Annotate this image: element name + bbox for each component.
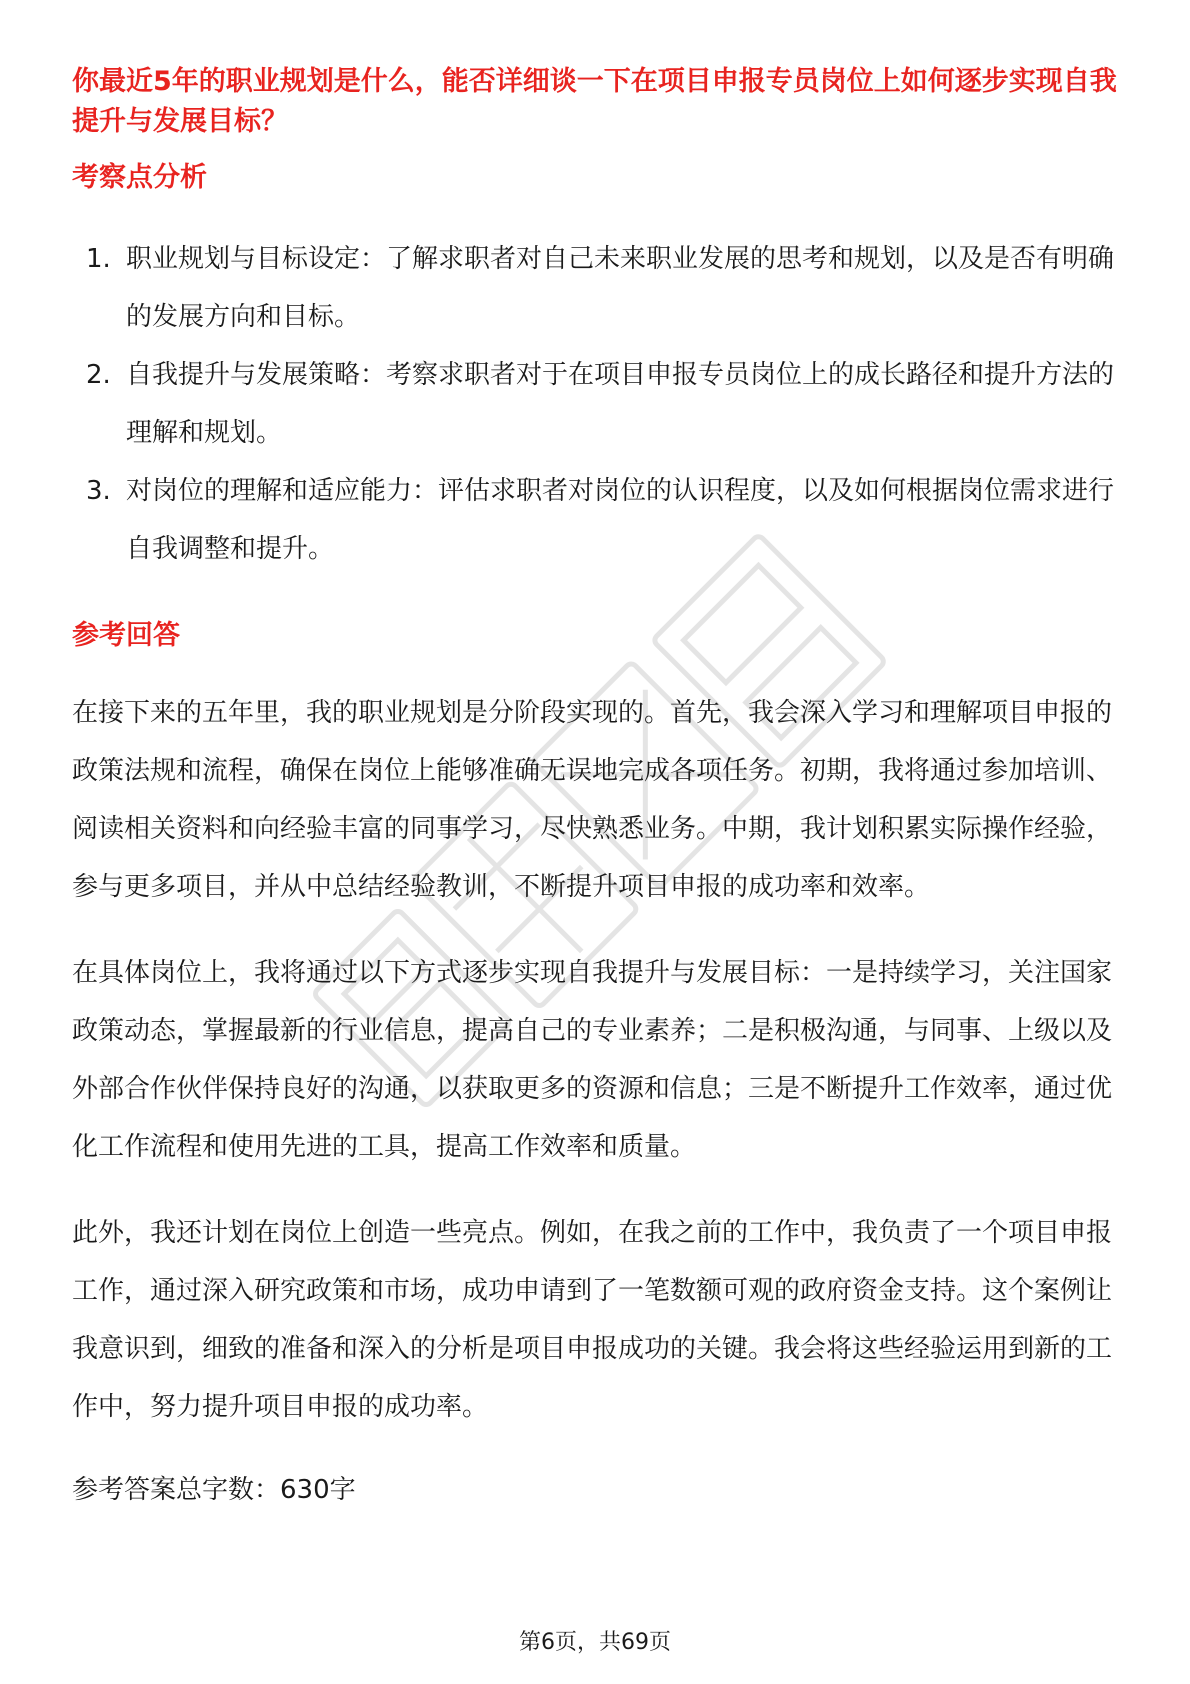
answer-heading: 参考回答 [72, 620, 180, 651]
list-item-text: 职业规划与目标设定：了解求职者对自己未来职业发展的思考和规划，以及是否有明确的发展方向和目标。 [126, 244, 1115, 332]
document-content [72, 62, 1118, 1510]
interview-question: 你最近5年的职业规划是什么，能否详细谈一下在项目申报专员岗位上如何逐步实现自我提升与发展目标？ [72, 66, 1117, 137]
word-count: 参考答案总字数：630字 [72, 1475, 356, 1505]
analysis-points-list [72, 230, 1118, 578]
list-item-text: 自我提升与发展策略：考察求职者对于在项目申报专员岗位上的成长路径和提升方法的理解和规划。 [126, 360, 1115, 448]
list-item [72, 462, 1118, 578]
list-item-text: 对岗位的理解和适应能力：评估求职者对岗位的认识程度，以及如何根据岗位需求进行自我调整和提升。 [126, 476, 1115, 564]
page-number: 第6页，共69页 [519, 1630, 671, 1655]
list-item-number: 1. [86, 244, 111, 274]
answer-paragraph: 在接下来的五年里，我的职业规划是分阶段实现的。首先，我会深入学习和理解项目申报的政策法规和流程，确保在岗位上能够准确无误地完成各项任务。初期，我将通过参加培训、阅读相关资料和向经验丰富的同事学习，尽快熟悉业务。中期，我计划积累实际操作经验，参与更多项目，并从中总结经验教训，不断提升项目申报的成功率和效率。 [72, 698, 1113, 902]
list-item-number: 2. [86, 360, 111, 390]
answer-paragraph: 此外，我还计划在岗位上创造一些亮点。例如，在我之前的工作中，我负责了一个项目申报工作，通过深入研究政策和市场，成功申请到了一笔数额可观的政府资金支持。这个案例让我意识到，细致的准备和深入的分析是项目申报成功的关键。我会将这些经验运用到新的工作中，努力提升项目申报的成功率。 [72, 1218, 1113, 1422]
list-item-number: 3. [86, 476, 111, 506]
list-item [72, 346, 1118, 462]
list-item [72, 230, 1118, 346]
answer-paragraph: 在具体岗位上，我将通过以下方式逐步实现自我提升与发展目标：一是持续学习，关注国家政策动态，掌握最新的行业信息，提高自己的专业素养；二是积极沟通，与同事、上级以及外部合作伙伴保持良好的沟通，以获取更多的资源和信息；三是不断提升工作效率，通过优化工作流程和使用先进的工具，提高工作效率和质量。 [72, 958, 1113, 1162]
analysis-heading: 考察点分析 [72, 162, 207, 193]
